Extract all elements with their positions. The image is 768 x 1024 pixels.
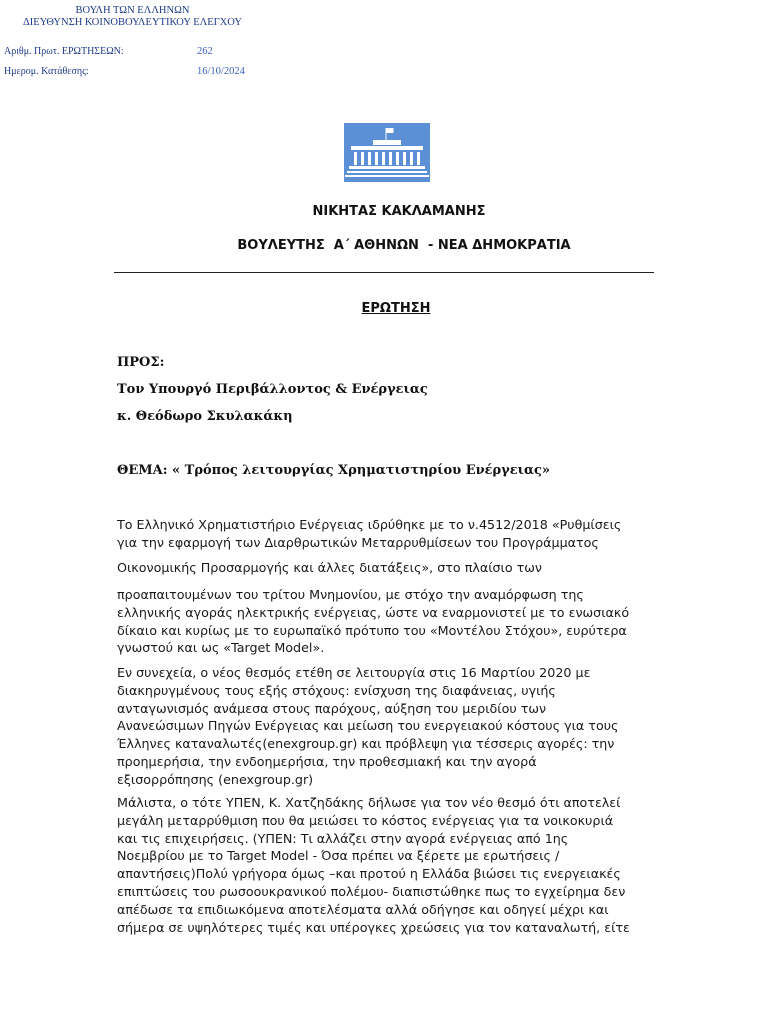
body-line: προημερήσια, την ενδοημερήσια, την προθεσμιακή και την αγορά [117,753,537,769]
body-line: για την εφαρμογή των Διαρθρωτικών Μεταρρυθμίσεων του Προγράμματος [117,534,599,550]
body-line: μεγάλη μεταρρύθμιση που θα μειώσει το κόστος ενέργειας για τα νοικοκυριά [117,812,614,828]
body-line: ανταγωνισμός ανάμεσα στους παρόχους, αύξηση του μεριδίου των [117,700,547,716]
body-line: απέδωσε τα επιδιωκόμενα αποτελέσματα αλλά οδήγησε και οδηγεί μέχρι και [117,901,609,917]
body-line: Το Ελληνικό Χρηματιστήριο Ενέργειας ιδρύθηκε με το ν.4512/2018 «Ρυθμίσεις [117,517,622,532]
body-line: προαπαιτουμένων του τρίτου Μνημονίου, με στόχο την αναμόρφωση της [117,587,584,602]
body-line: σήμερα σε υψηλότερες τιμές και υπέρογκες χρεώσεις για τον καταναλωτή, είτε [117,919,630,935]
submission-date: 16/10/2024 [197,66,245,77]
document-type: ΕΡΩΤΗΣΗ [361,301,431,316]
addressee-minister: κ. Θεόδωρο Σκυλακάκη [117,409,293,424]
header-divider [114,272,654,273]
body-line: γνωστού και ως «Target Model». [117,640,325,656]
parliament-building-icon [341,122,433,184]
body-line: επιπτώσεις του ρωσοουκρανικού πολέμου- διαπιστώθηκε πως το εγχείρημα δεν [117,883,626,899]
addressee-label: ΠΡΟΣ: [117,355,165,370]
body-line: Μάλιστα, ο τότε ΥΠΕΝ, Κ. Χατζηδάκης δήλωσε για τον νέο θεσμό ότι αποτελεί [117,795,621,810]
organization-header [0,5,265,29]
org-department: ΔΙΕΥΘΥΝΣΗ ΚΟΙΝΟΒΟΥΛΕΥΤΙΚΟΥ ΕΛΕΓΧΟΥ [23,17,242,28]
author-role: ΒΟΥΛΕΥΤΗΣ Α΄ ΑΘΗΝΩΝ - ΝΕΑ ΔΗΜΟΚΡΑΤΙΑ [237,238,571,253]
addressee-ministry: Τον Υπουργό Περιβάλλοντος & Ενέργειας [117,382,428,397]
body-paragraph-4 [117,664,657,789]
body-line: απαντήσεις)Πολύ γρήγορα όμως –και προτού η Ελλάδα βιώσει τις ενεργειακές [117,866,621,882]
body-line: διακηρυγμένους τους εξής στόχους: ενίσχυση της διαφάνειας, υγιής [117,682,556,698]
body-line: Εν συνεχεία, ο νέος θεσμός ετέθη σε λειτουργία στις 16 Μαρτίου 2020 με [117,665,591,680]
org-name: ΒΟΥΛΗ ΤΩΝ ΕΛΛΗΝΩΝ [75,5,190,16]
body-paragraph-3 [117,586,657,657]
body-line: Έλληνες καταναλωτές(enexgroup.gr) και πρόβλεψη για τέσσερις αγορές: την [117,736,615,752]
submission-date-label: Ημερομ. Κατάθεσης: [4,66,89,77]
body-paragraph-2 [117,559,657,577]
protocol-label: Αριθμ. Πρωτ. ΕΡΩΤΗΣΕΩΝ: [4,46,124,57]
body-line: Νοεμβρίου με το Target Model - Όσα πρέπει να ξέρετε με ερωτήσεις / [117,848,560,864]
body-paragraph-5 [117,794,657,936]
body-line: Οικονομικής Προσαρμογής και άλλες διατάξεις», στο πλαίσιο των [117,560,542,575]
author-name: ΝΙΚΗΤΑΣ ΚΑΚΛΑΜΑΝΗΣ [312,204,486,219]
body-line: δίκαιο και κυρίως με το ευρωπαϊκό πρότυπο του «Μοντέλου Στόχου», ευρύτερα [117,622,627,638]
body-paragraph-1 [117,516,657,552]
body-line: Ανανεώσιμων Πηγών Ενέργειας και μείωση του ενεργειακού κόστους για τους [117,718,619,734]
protocol-number: 262 [197,46,213,57]
body-line: ελληνικής αγοράς ηλεκτρικής ενέργειας, ώστε να εναρμονιστεί με το ενωσιακό [117,604,630,620]
body-line: και τις επιχειρήσεις. (ΥΠΕΝ: Τι αλλάζει στην αγορά ενέργειας από 1ης [117,830,569,846]
body-line: εξισορρόπησης (enexgroup.gr) [117,771,314,787]
subject-line: ΘΕΜΑ: « Τρόπος λειτουργίας Χρηματιστηρίου Ενέργειας» [117,463,550,478]
